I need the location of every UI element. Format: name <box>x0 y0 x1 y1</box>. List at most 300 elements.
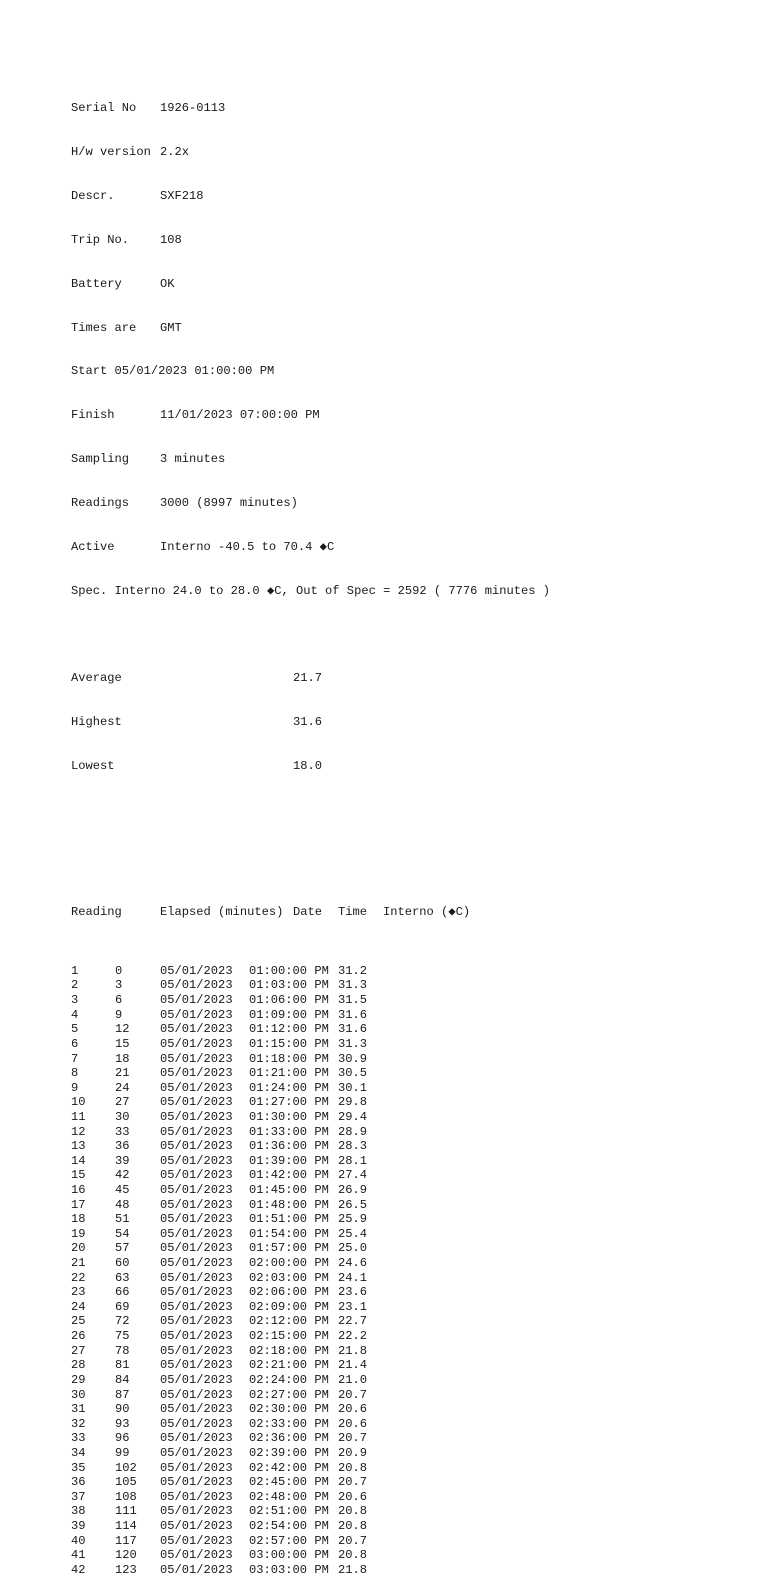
stat-value: 18.0 <box>293 759 323 774</box>
table-row <box>71 1081 550 1096</box>
sampling-line <box>71 452 550 467</box>
table-row <box>71 1417 550 1432</box>
table-row <box>71 1285 550 1300</box>
reading-number: 19 <box>71 1226 86 1241</box>
spacer <box>71 847 550 862</box>
elapsed-minutes: 90 <box>115 1402 130 1417</box>
reading-date: 05/01/2023 <box>160 1358 233 1373</box>
reading-time: 01:48:00 PM <box>249 1197 329 1212</box>
interno-temp: 28.1 <box>338 1153 368 1168</box>
reading-number: 34 <box>71 1445 86 1460</box>
table-row <box>71 1256 550 1271</box>
finish-line <box>71 408 550 423</box>
reading-date: 05/01/2023 <box>160 963 233 978</box>
trip-label: Trip No. <box>71 232 130 247</box>
interno-temp: 20.9 <box>338 1445 368 1460</box>
table-row <box>71 1227 550 1242</box>
elapsed-minutes: 24 <box>115 1080 130 1095</box>
reading-time: 02:48:00 PM <box>249 1489 329 1504</box>
reading-time: 01:09:00 PM <box>249 1007 329 1022</box>
reading-number: 3 <box>71 993 79 1008</box>
reading-date: 05/01/2023 <box>160 1256 233 1271</box>
table-row <box>71 1110 550 1125</box>
reading-time: 01:21:00 PM <box>249 1066 329 1081</box>
reading-date: 05/01/2023 <box>160 1402 233 1417</box>
table-header <box>71 905 550 920</box>
elapsed-minutes: 87 <box>115 1387 130 1402</box>
interno-temp: 31.3 <box>338 1036 368 1051</box>
descr-label: Descr. <box>71 188 115 203</box>
reading-number: 1 <box>71 963 79 978</box>
reading-date: 05/01/2023 <box>160 1270 233 1285</box>
reading-number: 15 <box>71 1168 86 1183</box>
elapsed-minutes: 105 <box>115 1475 137 1490</box>
reading-time: 01:42:00 PM <box>249 1168 329 1183</box>
reading-time: 01:27:00 PM <box>249 1095 329 1110</box>
interno-temp: 30.1 <box>338 1080 368 1095</box>
elapsed-minutes: 114 <box>115 1519 137 1534</box>
reading-time: 01:45:00 PM <box>249 1183 329 1197</box>
elapsed-minutes: 12 <box>115 1022 130 1037</box>
interno-temp: 24.6 <box>338 1256 368 1271</box>
reading-date: 05/01/2023 <box>160 1183 233 1197</box>
reading-time: 03:00:00 PM <box>249 1548 329 1563</box>
reading-number: 40 <box>71 1533 86 1548</box>
reading-time: 02:27:00 PM <box>249 1387 329 1402</box>
elapsed-minutes: 66 <box>115 1285 130 1300</box>
table-row <box>71 1066 550 1081</box>
table-row <box>71 1008 550 1023</box>
battery-label: Battery <box>71 276 122 291</box>
reading-date: 05/01/2023 <box>160 1007 233 1022</box>
reading-time: 02:12:00 PM <box>249 1314 329 1329</box>
table-row <box>71 1373 550 1388</box>
reading-number: 9 <box>71 1080 79 1095</box>
reading-date: 05/01/2023 <box>160 1504 233 1519</box>
elapsed-minutes: 18 <box>115 1051 130 1066</box>
readings-value: 3000 (8997 minutes) <box>160 495 298 510</box>
table-row <box>71 1154 550 1169</box>
interno-temp: 30.5 <box>338 1066 368 1081</box>
table-row <box>71 1548 550 1563</box>
reading-time: 01:15:00 PM <box>249 1036 329 1051</box>
interno-temp: 30.9 <box>338 1051 368 1066</box>
interno-temp: 27.4 <box>338 1168 368 1183</box>
reading-number: 29 <box>71 1372 86 1387</box>
elapsed-minutes: 45 <box>115 1183 130 1197</box>
readings-table-body <box>71 964 550 1578</box>
reading-number: 38 <box>71 1504 86 1519</box>
elapsed-minutes: 72 <box>115 1314 130 1329</box>
elapsed-minutes: 3 <box>115 978 123 993</box>
stats-block <box>71 642 550 803</box>
reading-time: 02:54:00 PM <box>249 1519 329 1534</box>
reading-time: 01:57:00 PM <box>249 1241 329 1256</box>
serial-line <box>71 101 550 116</box>
elapsed-minutes: 63 <box>115 1270 130 1285</box>
reading-time: 02:21:00 PM <box>249 1358 329 1373</box>
elapsed-minutes: 75 <box>115 1329 130 1344</box>
interno-temp: 31.3 <box>338 978 368 993</box>
elapsed-minutes: 6 <box>115 993 123 1008</box>
spec-line: Spec. Interno 24.0 to 28.0 ◆C, Out of Spec = 2592 ( 7776 minutes ) <box>71 583 551 598</box>
stat-label: Lowest <box>71 759 115 774</box>
interno-temp: 21.4 <box>338 1358 368 1373</box>
interno-temp: 22.2 <box>338 1329 368 1344</box>
interno-temp: 31.6 <box>338 1022 368 1037</box>
descr-line <box>71 189 550 204</box>
reading-date: 05/01/2023 <box>160 1475 233 1490</box>
reading-number: 37 <box>71 1489 86 1504</box>
interno-temp: 20.7 <box>338 1533 368 1548</box>
header-interno: Interno (◆C) <box>383 905 471 920</box>
elapsed-minutes: 78 <box>115 1343 130 1358</box>
elapsed-minutes: 93 <box>115 1416 130 1431</box>
reading-time: 01:00:00 PM <box>249 963 329 978</box>
reading-date: 05/01/2023 <box>160 978 233 993</box>
reading-time: 02:30:00 PM <box>249 1402 329 1417</box>
reading-number: 5 <box>71 1022 79 1037</box>
reading-time: 01:51:00 PM <box>249 1212 329 1227</box>
hw-value: 2.2x <box>160 145 190 160</box>
interno-temp: 20.6 <box>338 1489 368 1504</box>
reading-number: 30 <box>71 1387 86 1402</box>
reading-number: 8 <box>71 1066 79 1081</box>
reading-number: 14 <box>71 1153 86 1168</box>
elapsed-minutes: 36 <box>115 1139 130 1154</box>
table-row <box>71 964 550 979</box>
reading-date: 05/01/2023 <box>160 1285 233 1300</box>
elapsed-minutes: 30 <box>115 1109 130 1124</box>
table-row <box>71 1139 550 1154</box>
reading-date: 05/01/2023 <box>160 1197 233 1212</box>
reading-time: 02:57:00 PM <box>249 1533 329 1548</box>
sampling-label: Sampling <box>71 452 130 467</box>
stat-average <box>71 671 550 686</box>
reading-date: 05/01/2023 <box>160 1153 233 1168</box>
reading-number: 33 <box>71 1431 86 1446</box>
interno-temp: 31.6 <box>338 1007 368 1022</box>
table-row <box>71 1461 550 1476</box>
table-row <box>71 1052 550 1067</box>
reading-time: 01:33:00 PM <box>249 1124 329 1139</box>
interno-temp: 29.8 <box>338 1095 368 1110</box>
table-row <box>71 1168 550 1183</box>
reading-time: 01:18:00 PM <box>249 1051 329 1066</box>
reading-date: 05/01/2023 <box>160 1051 233 1066</box>
elapsed-minutes: 108 <box>115 1489 137 1504</box>
reading-number: 12 <box>71 1124 86 1139</box>
battery-line <box>71 277 550 292</box>
reading-time: 02:00:00 PM <box>249 1256 329 1271</box>
reading-number: 22 <box>71 1270 86 1285</box>
reading-number: 32 <box>71 1416 86 1431</box>
reading-number: 27 <box>71 1343 86 1358</box>
reading-time: 02:24:00 PM <box>249 1372 329 1387</box>
interno-temp: 20.8 <box>338 1548 368 1563</box>
reading-time: 01:24:00 PM <box>249 1080 329 1095</box>
reading-date: 05/01/2023 <box>160 1533 233 1548</box>
interno-temp: 29.4 <box>338 1109 368 1124</box>
elapsed-minutes: 96 <box>115 1431 130 1446</box>
table-row <box>71 978 550 993</box>
interno-temp: 25.0 <box>338 1241 368 1256</box>
elapsed-minutes: 99 <box>115 1445 130 1460</box>
interno-temp: 20.8 <box>338 1504 368 1519</box>
interno-temp: 21.8 <box>338 1562 368 1577</box>
interno-temp: 20.6 <box>338 1402 368 1417</box>
elapsed-minutes: 69 <box>115 1299 130 1314</box>
elapsed-minutes: 21 <box>115 1066 130 1081</box>
reading-number: 2 <box>71 978 79 993</box>
elapsed-minutes: 111 <box>115 1504 137 1519</box>
reading-time: 01:12:00 PM <box>249 1022 329 1037</box>
interno-temp: 24.1 <box>338 1270 368 1285</box>
reading-date: 05/01/2023 <box>160 993 233 1008</box>
interno-temp: 28.9 <box>338 1124 368 1139</box>
trip-value: 108 <box>160 232 182 247</box>
elapsed-minutes: 54 <box>115 1226 130 1241</box>
table-row <box>71 1212 550 1227</box>
elapsed-minutes: 102 <box>115 1460 137 1475</box>
reading-time: 02:09:00 PM <box>249 1299 329 1314</box>
times-label: Times are <box>71 320 137 335</box>
interno-temp: 20.8 <box>338 1460 368 1475</box>
stat-lowest <box>71 759 550 774</box>
reading-date: 05/01/2023 <box>160 1460 233 1475</box>
table-row <box>71 1125 550 1140</box>
table-row <box>71 1446 550 1461</box>
readings-label: Readings <box>71 495 130 510</box>
interno-temp: 26.5 <box>338 1197 368 1212</box>
reading-date: 05/01/2023 <box>160 1372 233 1387</box>
reading-date: 05/01/2023 <box>160 1562 233 1577</box>
interno-temp: 23.1 <box>338 1299 368 1314</box>
reading-time: 02:36:00 PM <box>249 1431 329 1446</box>
table-row <box>71 993 550 1008</box>
reading-number: 39 <box>71 1519 86 1534</box>
interno-temp: 26.9 <box>338 1183 368 1197</box>
table-row <box>71 1358 550 1373</box>
reading-time: 01:39:00 PM <box>249 1153 329 1168</box>
active-label: Active <box>71 539 115 554</box>
reading-number: 41 <box>71 1548 86 1563</box>
reading-date: 05/01/2023 <box>160 1139 233 1154</box>
reading-number: 21 <box>71 1256 86 1271</box>
elapsed-minutes: 27 <box>115 1095 130 1110</box>
reading-date: 05/01/2023 <box>160 1299 233 1314</box>
interno-temp: 31.5 <box>338 993 368 1008</box>
table-row <box>71 1490 550 1505</box>
elapsed-minutes: 9 <box>115 1007 123 1022</box>
stat-label: Highest <box>71 715 122 730</box>
active-value: Interno -40.5 to 70.4 ◆C <box>160 539 335 554</box>
interno-temp: 20.7 <box>338 1475 368 1490</box>
table-row <box>71 1314 550 1329</box>
sampling-value: 3 minutes <box>160 452 226 467</box>
reading-time: 01:30:00 PM <box>249 1109 329 1124</box>
header-time: Time <box>338 905 368 920</box>
finish-label: Finish <box>71 408 115 423</box>
reading-number: 23 <box>71 1285 86 1300</box>
battery-value: OK <box>160 276 175 291</box>
reading-date: 05/01/2023 <box>160 1431 233 1446</box>
reading-date: 05/01/2023 <box>160 1241 233 1256</box>
elapsed-minutes: 57 <box>115 1241 130 1256</box>
table-row <box>71 1037 550 1052</box>
elapsed-minutes: 39 <box>115 1153 130 1168</box>
reading-number: 31 <box>71 1402 86 1417</box>
table-row <box>71 1300 550 1315</box>
interno-temp: 31.2 <box>338 963 368 978</box>
reading-time: 03:03:00 PM <box>249 1562 329 1577</box>
reading-date: 05/01/2023 <box>160 1022 233 1037</box>
table-row <box>71 1563 550 1578</box>
table-row <box>71 1534 550 1549</box>
reading-time: 01:03:00 PM <box>249 978 329 993</box>
elapsed-minutes: 15 <box>115 1036 130 1051</box>
header-reading: Reading <box>71 905 122 920</box>
reading-number: 42 <box>71 1562 86 1577</box>
interno-temp: 20.6 <box>338 1416 368 1431</box>
reading-date: 05/01/2023 <box>160 1489 233 1504</box>
table-row <box>71 1183 550 1198</box>
reading-number: 10 <box>71 1095 86 1110</box>
interno-temp: 20.7 <box>338 1387 368 1402</box>
reading-time: 02:33:00 PM <box>249 1416 329 1431</box>
elapsed-minutes: 120 <box>115 1548 137 1563</box>
interno-temp: 20.7 <box>338 1431 368 1446</box>
reading-time: 01:54:00 PM <box>249 1226 329 1241</box>
reading-date: 05/01/2023 <box>160 1343 233 1358</box>
hw-line <box>71 145 550 160</box>
reading-time: 02:18:00 PM <box>249 1343 329 1358</box>
reading-time: 01:36:00 PM <box>249 1139 329 1154</box>
reading-time: 02:42:00 PM <box>249 1460 329 1475</box>
reading-time: 01:06:00 PM <box>249 993 329 1008</box>
reading-date: 05/01/2023 <box>160 1109 233 1124</box>
table-row <box>71 1329 550 1344</box>
table-row <box>71 1241 550 1256</box>
start-line: Start 05/01/2023 01:00:00 PM <box>71 364 275 379</box>
stat-label: Average <box>71 671 122 686</box>
stat-value: 31.6 <box>293 715 323 730</box>
reading-date: 05/01/2023 <box>160 1548 233 1563</box>
elapsed-minutes: 42 <box>115 1168 130 1183</box>
table-row <box>71 1095 550 1110</box>
reading-number: 17 <box>71 1197 86 1212</box>
finish-value: 11/01/2023 07:00:00 PM <box>160 408 320 423</box>
reading-date: 05/01/2023 <box>160 1036 233 1051</box>
reading-date: 05/01/2023 <box>160 1168 233 1183</box>
reading-number: 26 <box>71 1329 86 1344</box>
descr-value: SXF218 <box>160 188 204 203</box>
interno-temp: 21.8 <box>338 1343 368 1358</box>
header-date: Date <box>293 905 323 920</box>
table-row <box>71 1504 550 1519</box>
reading-time: 02:39:00 PM <box>249 1445 329 1460</box>
interno-temp: 22.7 <box>338 1314 368 1329</box>
elapsed-minutes: 117 <box>115 1533 137 1548</box>
elapsed-minutes: 0 <box>115 963 123 978</box>
reading-time: 02:15:00 PM <box>249 1329 329 1344</box>
table-row <box>71 1388 550 1403</box>
elapsed-minutes: 48 <box>115 1197 130 1212</box>
reading-time: 02:03:00 PM <box>249 1270 329 1285</box>
serial-label: Serial No <box>71 101 137 116</box>
trip-line <box>71 233 550 248</box>
times-line <box>71 321 550 336</box>
reading-time: 02:51:00 PM <box>249 1504 329 1519</box>
interno-temp: 28.3 <box>338 1139 368 1154</box>
elapsed-minutes: 51 <box>115 1212 130 1227</box>
interno-temp: 25.4 <box>338 1226 368 1241</box>
reading-number: 35 <box>71 1460 86 1475</box>
interno-temp: 21.0 <box>338 1372 368 1387</box>
reading-number: 13 <box>71 1139 86 1154</box>
table-row <box>71 1431 550 1446</box>
active-line <box>71 540 550 555</box>
table-row <box>71 1475 550 1490</box>
logger-report <box>71 72 550 1592</box>
reading-date: 05/01/2023 <box>160 1329 233 1344</box>
reading-date: 05/01/2023 <box>160 1124 233 1139</box>
stat-highest <box>71 715 550 730</box>
reading-date: 05/01/2023 <box>160 1066 233 1081</box>
header-elapsed: Elapsed (minutes) <box>160 905 284 920</box>
serial-value: 1926-0113 <box>160 101 226 116</box>
table-row <box>71 1022 550 1037</box>
table-row <box>71 1198 550 1213</box>
reading-date: 05/01/2023 <box>160 1416 233 1431</box>
table-row <box>71 1271 550 1286</box>
reading-date: 05/01/2023 <box>160 1226 233 1241</box>
reading-number: 11 <box>71 1109 86 1124</box>
table-row <box>71 1402 550 1417</box>
reading-date: 05/01/2023 <box>160 1095 233 1110</box>
reading-date: 05/01/2023 <box>160 1519 233 1534</box>
reading-number: 4 <box>71 1007 79 1022</box>
reading-date: 05/01/2023 <box>160 1387 233 1402</box>
elapsed-minutes: 84 <box>115 1372 130 1387</box>
reading-number: 18 <box>71 1212 86 1227</box>
interno-temp: 20.8 <box>338 1519 368 1534</box>
elapsed-minutes: 60 <box>115 1256 130 1271</box>
reading-date: 05/01/2023 <box>160 1080 233 1095</box>
reading-date: 05/01/2023 <box>160 1314 233 1329</box>
reading-time: 02:45:00 PM <box>249 1475 329 1490</box>
reading-number: 36 <box>71 1475 86 1490</box>
reading-date: 05/01/2023 <box>160 1212 233 1227</box>
reading-date: 05/01/2023 <box>160 1445 233 1460</box>
reading-number: 16 <box>71 1183 86 1197</box>
stat-value: 21.7 <box>293 671 323 686</box>
times-value: GMT <box>160 320 182 335</box>
readings-line <box>71 496 550 511</box>
elapsed-minutes: 33 <box>115 1124 130 1139</box>
interno-temp: 23.6 <box>338 1285 368 1300</box>
reading-number: 28 <box>71 1358 86 1373</box>
interno-temp: 25.9 <box>338 1212 368 1227</box>
reading-number: 20 <box>71 1241 86 1256</box>
reading-number: 6 <box>71 1036 79 1051</box>
reading-number: 24 <box>71 1299 86 1314</box>
reading-number: 25 <box>71 1314 86 1329</box>
table-row <box>71 1519 550 1534</box>
elapsed-minutes: 81 <box>115 1358 130 1373</box>
table-row <box>71 1344 550 1359</box>
elapsed-minutes: 123 <box>115 1562 137 1577</box>
